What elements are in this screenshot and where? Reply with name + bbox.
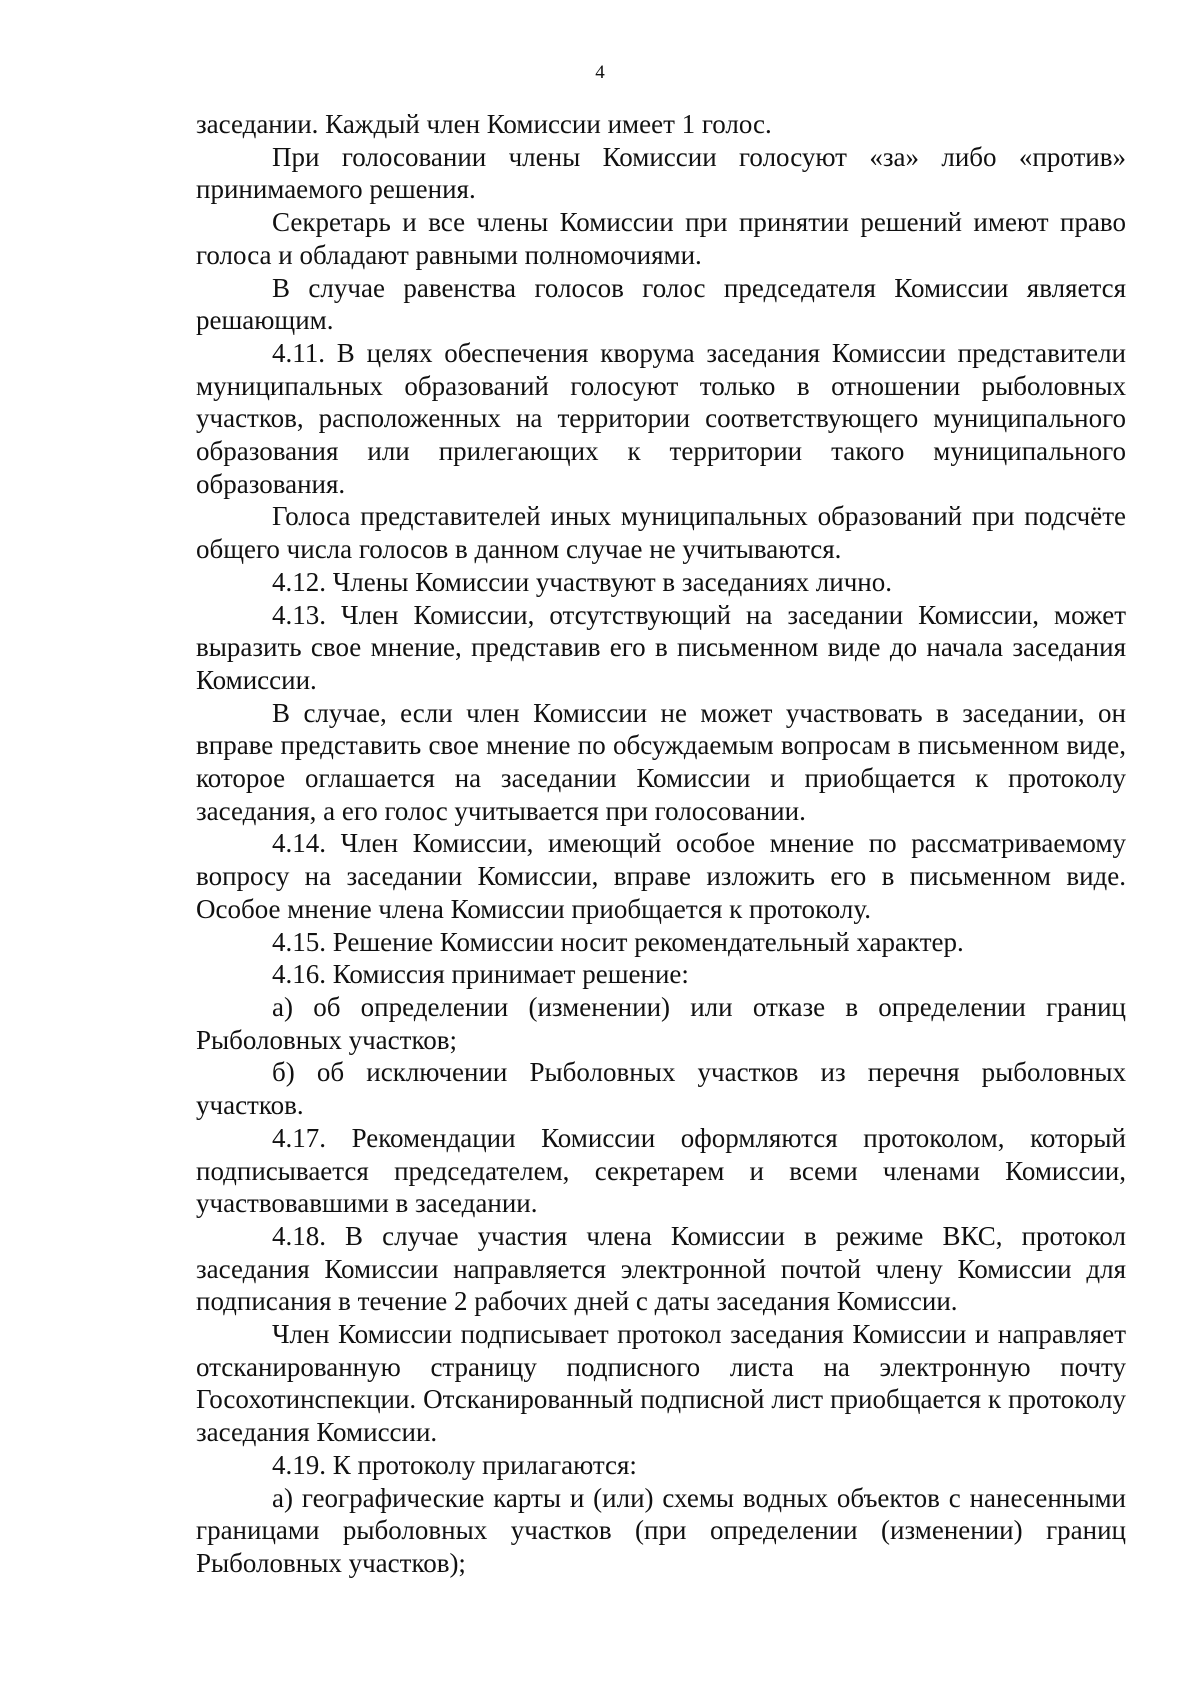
paragraph-signing: Член Комиссии подписывает протокол заседания Комиссии и направляет отсканированную страницу подписного листа на электронную почту Госохотинспекции. Отсканированный подписной лист приобщается к протоколу заседания Комиссии.	[196, 1319, 1126, 1448]
paragraph-4-16-a: а) об определении (изменении) или отказе в определении границ Рыболовных участков;	[196, 991, 1126, 1055]
paragraph-4-19-a: а) географические карты и (или) схемы водных объектов с нанесенными границами рыболовных участков (при определении (изменении) границ Рыболовных участков);	[196, 1482, 1126, 1578]
paragraph-4-16: 4.16. Комиссия принимает решение:	[272, 959, 689, 990]
paragraph-4-12: 4.12. Члены Комиссии участвуют в заседаниях лично.	[272, 566, 893, 597]
paragraph-4-18: 4.18. В случае участия члена Комиссии в режиме ВКС, протокол заседания Комиссии направляется электронной почтой члену Комиссии для подписания в течение 2 рабочих дней с даты заседания Комиссии.	[196, 1220, 1126, 1317]
paragraph-4-19: 4.19. К протоколу прилагаются:	[272, 1449, 637, 1480]
paragraph-4-14: 4.14. Член Комиссии, имеющий особое мнение по рассматриваемому вопросу на заседании Комиссии, вправе изложить его в письменном виде. Особое мнение члена Комиссии приобщается к протоколу.	[196, 828, 1126, 924]
paragraph-equal-powers: Секретарь и все члены Комиссии при принятии решений имеют право голоса и обладают равными полномочиями.	[196, 207, 1126, 270]
document-body	[196, 108, 1126, 1580]
paragraph-4-17: 4.17. Рекомендации Комиссии оформляются протоколом, который подписывается председателем, секретарем и всеми членами Комиссии, участвовавшими в заседании.	[196, 1122, 1126, 1219]
paragraph-casting-vote: В случае равенства голосов голос председателя Комиссии является решающим.	[196, 272, 1126, 336]
paragraph-4-13: 4.13. Член Комиссии, отсутствующий на заседании Комиссии, может выразить свое мнение, представив его в письменном виде до начала заседания Комиссии.	[196, 599, 1126, 695]
paragraph-voting-votes: заседании. Каждый член Комиссии имеет 1 голос.	[196, 109, 772, 139]
paragraph-4-16-b: б) об исключении Рыболовных участков из перечня рыболовных участков.	[196, 1057, 1126, 1121]
paragraph-other-votes: Голоса представителей иных муниципальных образований при подсчёте общего числа голосов в данном случае не учитываются.	[196, 501, 1126, 565]
paragraph-voting-for-against: При голосовании члены Комиссии голосуют «за» либо «против» принимаемого решения.	[196, 141, 1126, 205]
page-number: 4	[595, 62, 605, 83]
paragraph-4-15: 4.15. Решение Комиссии носит рекомендательный характер.	[272, 926, 964, 957]
paragraph-4-11: 4.11. В целях обеспечения кворума заседания Комиссии представители муниципальных образований голосуют только в отношении рыболовных участков, расположенных на территории соответствующего муниципального образования или прилегающих к территории такого муниципального образования.	[196, 337, 1126, 499]
paragraph-written-opinion: В случае, если член Комиссии не может участвовать в заседании, он вправе представить свое мнение по обсуждаемым вопросам в письменном виде, которое оглашается на заседании Комиссии и приобщается к протоколу заседания, а его голос учитывается при голосовании.	[196, 697, 1126, 826]
